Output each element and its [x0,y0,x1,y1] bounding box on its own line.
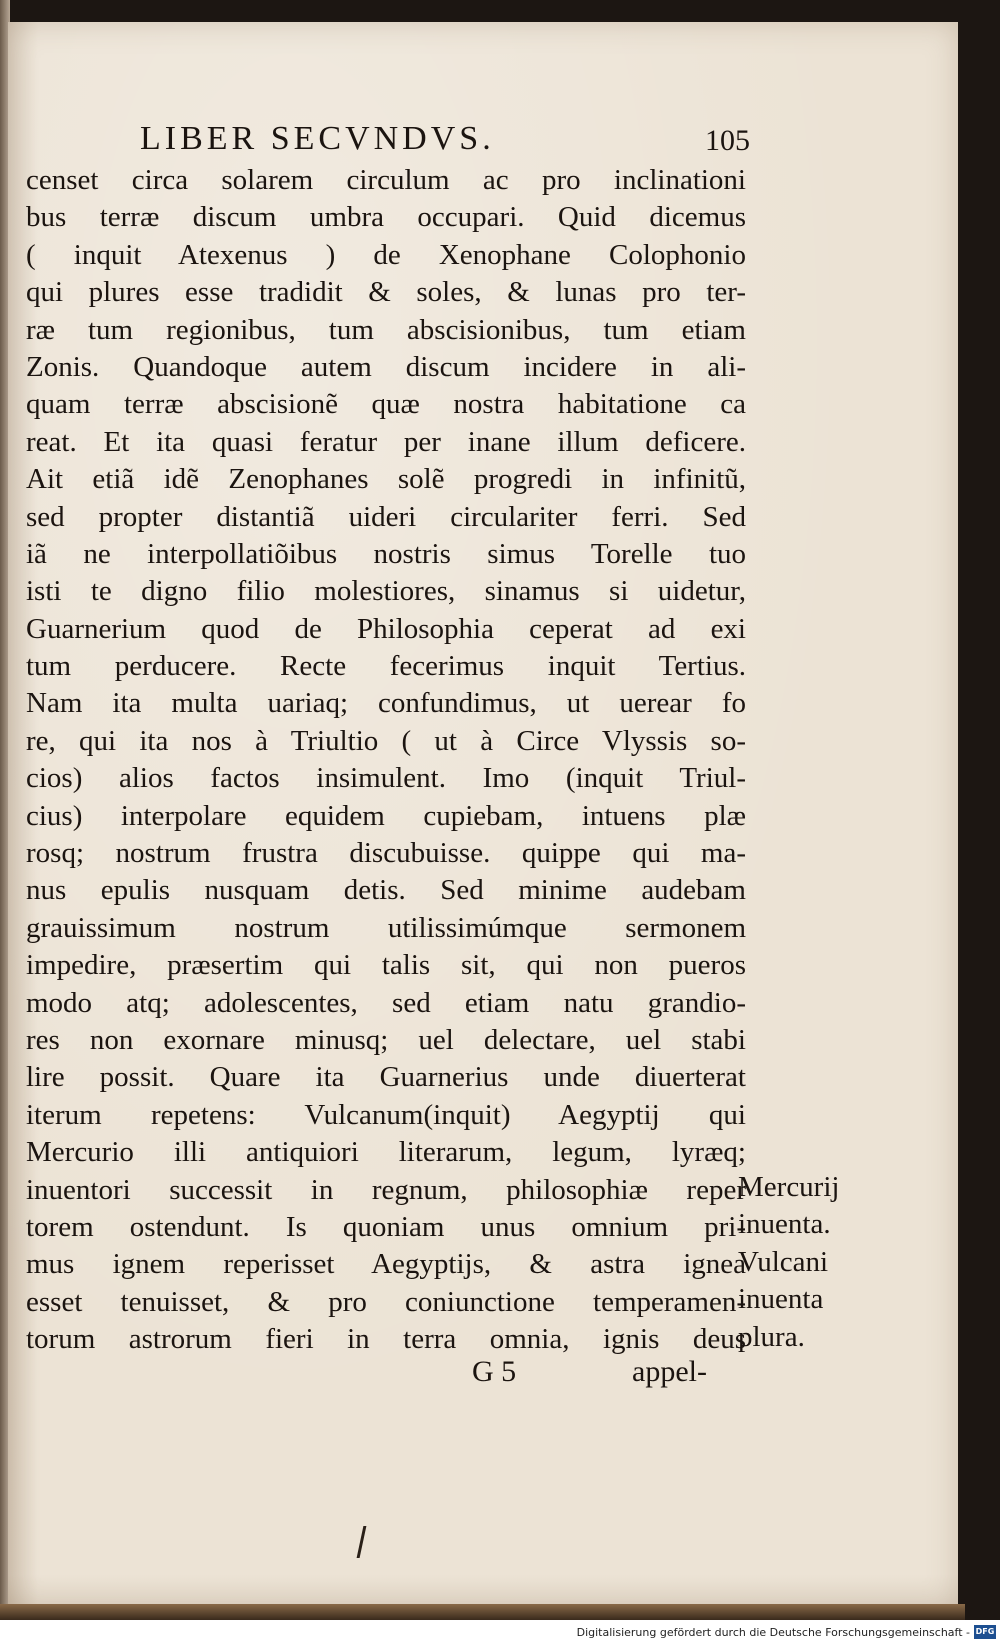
text-line: censet circa solarem circulum ac pro inclinationi [26,164,746,196]
text-line: ræ tum regionibus, tum abscisionibus, tum etiam [26,313,746,346]
book-page [8,22,958,1614]
text-line: inuentori successit in regnum, philosophiæ reper [26,1173,746,1206]
digitization-credit: Digitalisierung gefördert durch die Deutsche Forschungsgemeinschaft - [576,1626,970,1639]
text-line: lire possit. Quare ita Guarnerius unde diuerterat [26,1061,746,1094]
text-line: Zonis. Quandoque autem discum incidere in ali- [26,350,746,383]
text-line: tum perducere. Recte fecerimus inquit Tertius. [26,650,746,683]
text-line: res non exornare minusq; uel delectare, uel stabi [26,1023,746,1056]
marginal-note [738,1169,898,1356]
text-line: grauissimum nostrum utilissimúmque sermonem [26,911,746,944]
text-line: Mercurio illi antiquiori literarum, legum, lyræq; [26,1136,746,1169]
text-line: quam terræ abscisionẽ quæ nostra habitatione ca [26,388,746,421]
marginal-note-line: plura. [738,1320,805,1353]
page-bottom-edge [0,1604,965,1620]
page-header [140,120,750,164]
marginal-note-line: Vulcani [738,1245,829,1278]
text-line: rosq; nostrum frustra discubuisse. quippe qui ma- [26,837,746,870]
text-line: ( inquit Atexenus ) de Xenophane Colophonio [26,238,746,271]
signature-line [26,1355,746,1395]
text-line: bus terræ discum umbra occupari. Quid dicemus [26,201,746,234]
running-head: LIBER SECVNDVS. [140,120,495,157]
text-line: modo atq; adolescentes, sed etiam natu grandio- [26,986,746,1019]
ink-mark [357,1526,375,1558]
text-line: mus ignem reperisset Aegyptijs, & astra ignea [26,1248,746,1281]
footer-bar [0,1620,1000,1647]
text-line: iã ne interpollatiõibus nostris simus Torelle tuo [26,537,746,570]
text-line: torum astrorum fieri in terra omnia, ignis deus [26,1323,746,1356]
text-line: cios) alios factos insimulent. Imo (inquit Triul- [26,762,746,795]
text-line: reat. Et ita quasi feratur per inane illum deficere. [26,425,746,458]
text-line: qui plures esse tradidit & soles, & lunas pro ter- [26,276,746,309]
text-line: Ait etiã idẽ Zenophanes solẽ progredi in infinitũ, [26,463,746,496]
folio-number: 105 [705,124,750,157]
signature-mark: G 5 [472,1355,517,1388]
text-line: nus epulis nusquam detis. Sed minime audebam [26,874,746,907]
text-line: impedire, præsertim qui talis sit, qui non pueros [26,949,746,982]
body-text [26,162,746,1359]
text-line: sed propter distantiã uideri circulariter ferri. Sed [26,500,746,533]
text-line: re, qui ita nos à Triultio ( ut à Circe Vlyssis so- [26,724,746,757]
text-line: iterum repetens: Vulcanum(inquit) Aegyptij qui [26,1098,746,1131]
marginal-note-line: inuenta. [738,1208,831,1241]
dfg-logo-icon: DFG [974,1625,996,1639]
text-line: torem ostendunt. Is quoniam unus omnium pri- [26,1210,746,1243]
text-line: Guarnerium quod de Philosophia ceperat ad exi [26,612,746,645]
marginal-note-line: Mercurij [738,1171,840,1203]
text-line: Nam ita multa uariaq; confundimus, ut uerear fo [26,687,746,720]
marginal-note-line: inuenta [738,1283,824,1316]
text-line: esset tenuisset, & pro coniunctione temperamen- [26,1285,746,1318]
catchword: appel- [632,1355,707,1388]
text-line: isti te digno filio molestiores, sinamus si uidetur, [26,575,746,608]
text-line: cius) interpolare equidem cupiebam, intuens plæ [26,799,746,832]
